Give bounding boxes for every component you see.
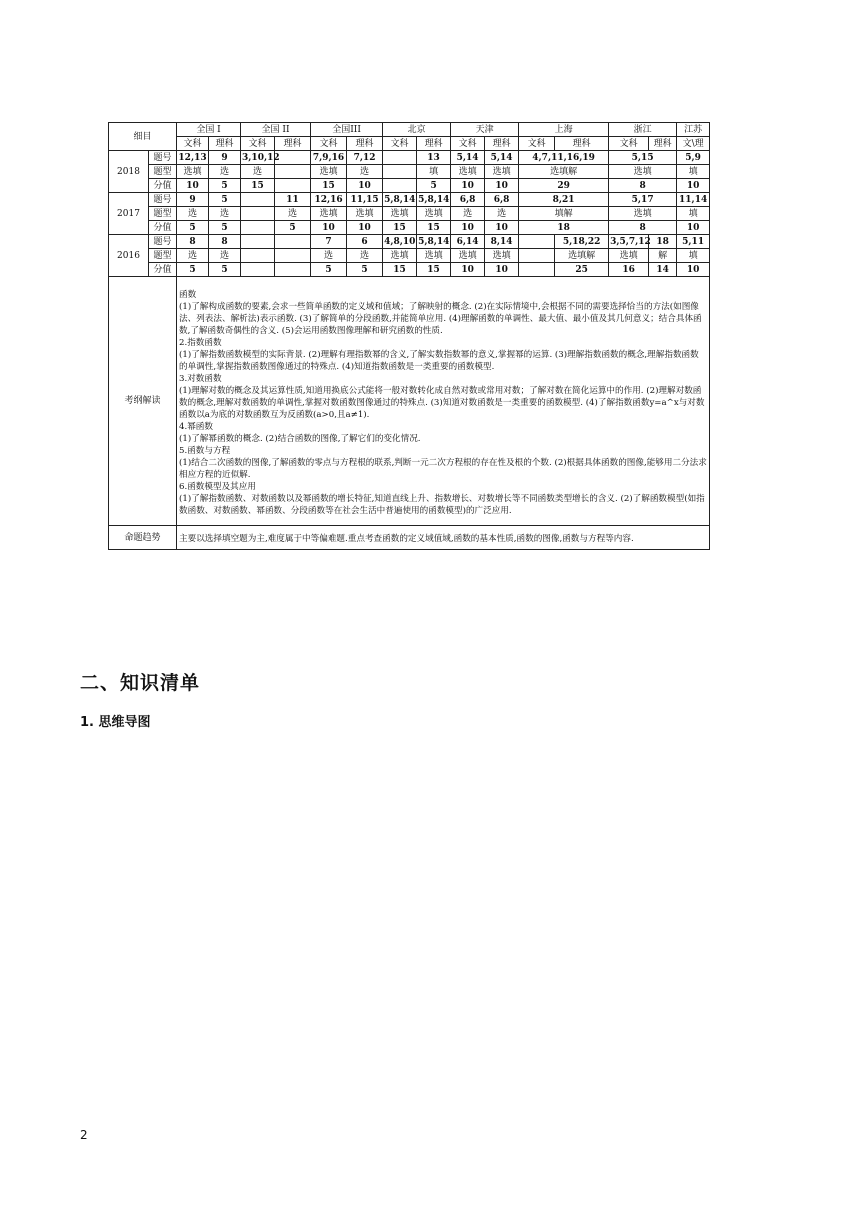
cell-tixing: 选: [241, 165, 275, 179]
cell-tixing: 选填: [609, 207, 677, 221]
cell-tihao: 8: [177, 235, 209, 249]
cell-fenzhi: 10: [677, 221, 710, 235]
cell-tihao: 3,5,7,12: [610, 236, 651, 247]
cell-tixing: 选填: [609, 165, 677, 179]
outline-line: (1)理解对数的概念及其运算性质,知道用换底公式能将一般对数转化成自然对数或常用对数；了解对数在简化运算中的作用. (2)理解对数函数的概念,理解对数函数的单调性,掌握对数函数图像通过的特殊点. (3)知道对数函数是一类重要的函数模型. (4)了解指数函数y=a^x与对数函数以a为底的对数函数互为反函数(a>0,且a≠1).: [179, 386, 705, 420]
outline-line: 2.指数函数: [179, 338, 222, 348]
cell-tihao: 11,14: [677, 193, 710, 207]
cell-fenzhi: [275, 179, 311, 193]
cell-tihao: 5,15: [609, 151, 677, 165]
cell-tixing: 选: [177, 207, 209, 221]
row-label-tihao: 题号: [149, 151, 177, 165]
cell-tihao: 11: [275, 193, 311, 207]
cell-tihao: 6: [347, 235, 383, 249]
outline-line: 3.对数函数: [179, 374, 222, 384]
cell-tihao: 5,11: [677, 235, 710, 249]
cell-fenzhi: 5: [417, 179, 451, 193]
outline-line: 5.函数与方程: [179, 446, 231, 456]
sub-header: 文科: [177, 137, 209, 151]
cell-tixing: 选: [451, 207, 485, 221]
cell-tixing: 选: [209, 165, 241, 179]
year-label: 2016: [109, 235, 149, 277]
cell-tixing: 选填: [311, 165, 347, 179]
cell-fenzhi: 5: [209, 263, 241, 277]
cell-fenzhi: 5: [311, 263, 347, 277]
cell-fenzhi: 29: [519, 179, 609, 193]
cell-tixing: [519, 249, 555, 263]
sub-header: 理科: [417, 137, 451, 151]
row-label-fenzhi: 分值: [149, 221, 177, 235]
cell-tihao: 8,14: [485, 235, 519, 249]
cell-tihao: 7,12: [347, 151, 383, 165]
cell-tixing: 选填: [383, 207, 417, 221]
cell-fenzhi: 10: [451, 179, 485, 193]
row-label-tixing: 题型: [149, 207, 177, 221]
cell-tixing: 填: [417, 165, 451, 179]
cell-tixing: 选: [347, 165, 383, 179]
cell-tihao: 12,16: [311, 193, 347, 207]
cell-tihao: 6,8: [485, 193, 519, 207]
region-header: 浙江: [609, 123, 677, 137]
trend-label: 命题趋势: [109, 526, 177, 550]
sub-header: 文科: [383, 137, 417, 151]
region-header: 上海: [519, 123, 609, 137]
cell-tixing: 选填: [485, 249, 519, 263]
outline-line: (1)了解构成函数的要素,会求一些简单函数的定义域和值域；了解映射的概念. (2)在实际情境中,会根据不同的需要选择恰当的方法(如图像法、列表法、解析法)表示函数. (3)了解简单的分段函数,并能简单应用. (4)理解函数的单调性、最大值、最小值及其几何意义；结合具体函数,了解函数奇偶性的含义. (5)会运用函数图像理解和研究函数的性质.: [179, 302, 702, 336]
row-label-tixing: 题型: [149, 249, 177, 263]
region-header: 天津: [451, 123, 519, 137]
cell-fenzhi: 8: [609, 221, 677, 235]
trend-content: 主要以选择填空题为主,难度属于中等偏难题.重点考查函数的定义域值域,函数的基本性质,函数的图像,函数与方程等内容.: [177, 526, 710, 550]
cell-fenzhi: 15: [383, 221, 417, 235]
cell-tixing: 选: [209, 207, 241, 221]
cell-tixing: 选填: [417, 207, 451, 221]
cell-fenzhi: 5: [275, 221, 311, 235]
cell-tixing: [275, 165, 311, 179]
cell-fenzhi: 15: [241, 179, 275, 193]
cell-tixing: [241, 207, 275, 221]
cell-tixing: 填: [677, 249, 710, 263]
cell-fenzhi: 10: [485, 221, 519, 235]
sub-header: 文\理: [677, 137, 710, 151]
cell-fenzhi: 10: [311, 221, 347, 235]
mindmap-subtitle: 1. 思维导图: [80, 715, 151, 730]
cell-tihao: 9: [177, 193, 209, 207]
cell-fenzhi: 10: [347, 179, 383, 193]
cell-tihao: 18: [649, 235, 677, 249]
cell-tixing: 选填: [451, 165, 485, 179]
cell-tihao: 6,14: [451, 235, 485, 249]
section-title: 二、知识清单: [80, 672, 201, 694]
outline-line: (1)了解指数函数模型的实际背景. (2)理解有理指数幂的含义,了解实数指数幂的意义,掌握幂的运算. (3)理解指数函数的概念,理解指数函数的单调性,掌握指数函数图像通过的特殊点. (4)知道指数函数是一类重要的函数模型.: [179, 350, 699, 372]
region-header: 江苏: [677, 123, 710, 137]
cell-tixing: 选填: [347, 207, 383, 221]
cell-fenzhi: 10: [177, 179, 209, 193]
cell-fenzhi: [241, 263, 275, 277]
cell-fenzhi: 5: [347, 263, 383, 277]
outline-line: 6.函数模型及其应用: [179, 482, 256, 492]
page-number: 2: [80, 1128, 88, 1142]
cell-tihao: 8,21: [519, 193, 609, 207]
cell-fenzhi: 14: [649, 263, 677, 277]
cell-fenzhi: 5: [209, 221, 241, 235]
cell-tihao: 13: [417, 151, 451, 165]
kaogang-content: [177, 277, 710, 526]
sub-header: 文科: [241, 137, 275, 151]
year-label: 2018: [109, 151, 149, 193]
cell-tihao: 5,8,14: [384, 194, 416, 205]
cell-tihao: [275, 235, 311, 249]
cell-tixing: 填: [677, 207, 710, 221]
cell-fenzhi: 10: [677, 263, 710, 277]
cell-tixing: 选填: [485, 165, 519, 179]
outline-line: 函数: [179, 290, 197, 300]
year-label: 2017: [109, 193, 149, 235]
cell-fenzhi: 10: [451, 221, 485, 235]
cell-tihao: 5: [209, 193, 241, 207]
sub-header: 理科: [485, 137, 519, 151]
cell-tihao: 4,8,10: [384, 236, 416, 247]
cell-tixing: 选: [311, 249, 347, 263]
cell-tihao: [241, 235, 275, 249]
cell-tixing: 选填: [311, 207, 347, 221]
cell-tihao: 7: [311, 235, 347, 249]
row-label-fenzhi: 分值: [149, 179, 177, 193]
cell-fenzhi: [519, 263, 555, 277]
cell-tixing: [275, 249, 311, 263]
cell-tihao: 5,17: [609, 193, 677, 207]
cell-tihao: 9: [209, 151, 241, 165]
cell-tixing: [383, 165, 417, 179]
cell-tihao: 6,8: [451, 193, 485, 207]
cell-fenzhi: 10: [451, 263, 485, 277]
sub-header: 文科: [519, 137, 555, 151]
cell-tixing: 选填解: [519, 165, 609, 179]
sub-header: 理科: [347, 137, 383, 151]
cell-tihao: 4,7,11,16,19: [519, 151, 609, 165]
cell-tihao: [275, 151, 311, 165]
cell-tixing: 选填: [451, 249, 485, 263]
cell-fenzhi: 5: [177, 221, 209, 235]
cell-fenzhi: 10: [347, 221, 383, 235]
region-header: 全国 I: [177, 123, 241, 137]
sub-header: 理科: [649, 137, 677, 151]
cell-tihao: 8: [209, 235, 241, 249]
cell-fenzhi: 16: [609, 263, 649, 277]
cell-fenzhi: 10: [677, 179, 710, 193]
sub-header: 理科: [209, 137, 241, 151]
region-header: 全国 II: [241, 123, 311, 137]
cell-tixing: 选填解: [555, 249, 609, 263]
row-label-tihao: 题号: [149, 235, 177, 249]
sub-header: 文科: [451, 137, 485, 151]
header-xmu: 细目: [109, 123, 177, 151]
cell-tihao: 3,10,12: [242, 152, 280, 163]
cell-tixing: 填解: [519, 207, 609, 221]
cell-fenzhi: 15: [383, 263, 417, 277]
cell-tihao: 12,13: [178, 152, 207, 163]
outline-line: (1)结合二次函数的图像,了解函数的零点与方程根的联系,判断一元二次方程根的存在性及根的个数. (2)根据具体函数的图像,能够用二分法求相应方程的近似解.: [179, 458, 707, 480]
cell-tixing: 解: [649, 249, 677, 263]
region-header: 全国III: [311, 123, 383, 137]
cell-tixing: 选: [177, 249, 209, 263]
cell-tihao: 7,9,16: [311, 151, 347, 165]
outline-line: (1)了解幂函数的概念. (2)结合函数的图像,了解它们的变化情况.: [179, 434, 421, 444]
cell-fenzhi: 25: [555, 263, 609, 277]
sub-header: 文科: [609, 137, 649, 151]
cell-tixing: 选填: [177, 165, 209, 179]
cell-fenzhi: [383, 179, 417, 193]
row-label-tixing: 题型: [149, 165, 177, 179]
cell-tihao: 5,8,14: [418, 236, 450, 247]
cell-tixing: 选填: [383, 249, 417, 263]
cell-tixing: 选填: [609, 249, 649, 263]
cell-tixing: 选: [485, 207, 519, 221]
cell-fenzhi: 15: [417, 221, 451, 235]
cell-tixing: 选填: [417, 249, 451, 263]
outline-line: 4.幂函数: [179, 422, 213, 432]
cell-tihao: 11,15: [347, 193, 383, 207]
cell-fenzhi: 18: [519, 221, 609, 235]
region-header: 北京: [383, 123, 451, 137]
cell-tihao: [383, 151, 417, 165]
cell-fenzhi: [275, 263, 311, 277]
sub-header: 理科: [555, 137, 609, 151]
kaogang-label: 考纲解读: [109, 277, 177, 526]
exam-stat-table: [108, 122, 710, 550]
cell-fenzhi: 5: [209, 179, 241, 193]
row-label-tihao: 题号: [149, 193, 177, 207]
cell-tihao: [241, 193, 275, 207]
outline-line: (1)了解指数函数、对数函数以及幂函数的增长特征,知道直线上升、指数增长、对数增长等不同函数类型增长的含义. (2)了解函数模型(如指数函数、对数函数、幂函数、分段函数等在社会生活中普遍使用的函数模型)的广泛应用.: [179, 494, 705, 516]
cell-fenzhi: 10: [485, 263, 519, 277]
cell-tihao: [519, 235, 555, 249]
cell-tihao: 5,8,14: [418, 194, 450, 205]
sub-header: 文科: [311, 137, 347, 151]
cell-fenzhi: 15: [417, 263, 451, 277]
cell-tixing: 选: [209, 249, 241, 263]
cell-tixing: 填: [677, 165, 710, 179]
cell-fenzhi: 5: [177, 263, 209, 277]
cell-tixing: 选: [275, 207, 311, 221]
cell-fenzhi: 15: [311, 179, 347, 193]
row-label-fenzhi: 分值: [149, 263, 177, 277]
cell-fenzhi: [241, 221, 275, 235]
cell-tihao: 5,14: [485, 151, 519, 165]
sub-header: 理科: [275, 137, 311, 151]
cell-tihao: 5,18,22: [555, 235, 609, 249]
cell-tihao: 5,14: [451, 151, 485, 165]
cell-tixing: [241, 249, 275, 263]
cell-fenzhi: 8: [609, 179, 677, 193]
cell-tixing: 选: [347, 249, 383, 263]
cell-fenzhi: 10: [485, 179, 519, 193]
cell-tihao: 5,9: [677, 151, 710, 165]
